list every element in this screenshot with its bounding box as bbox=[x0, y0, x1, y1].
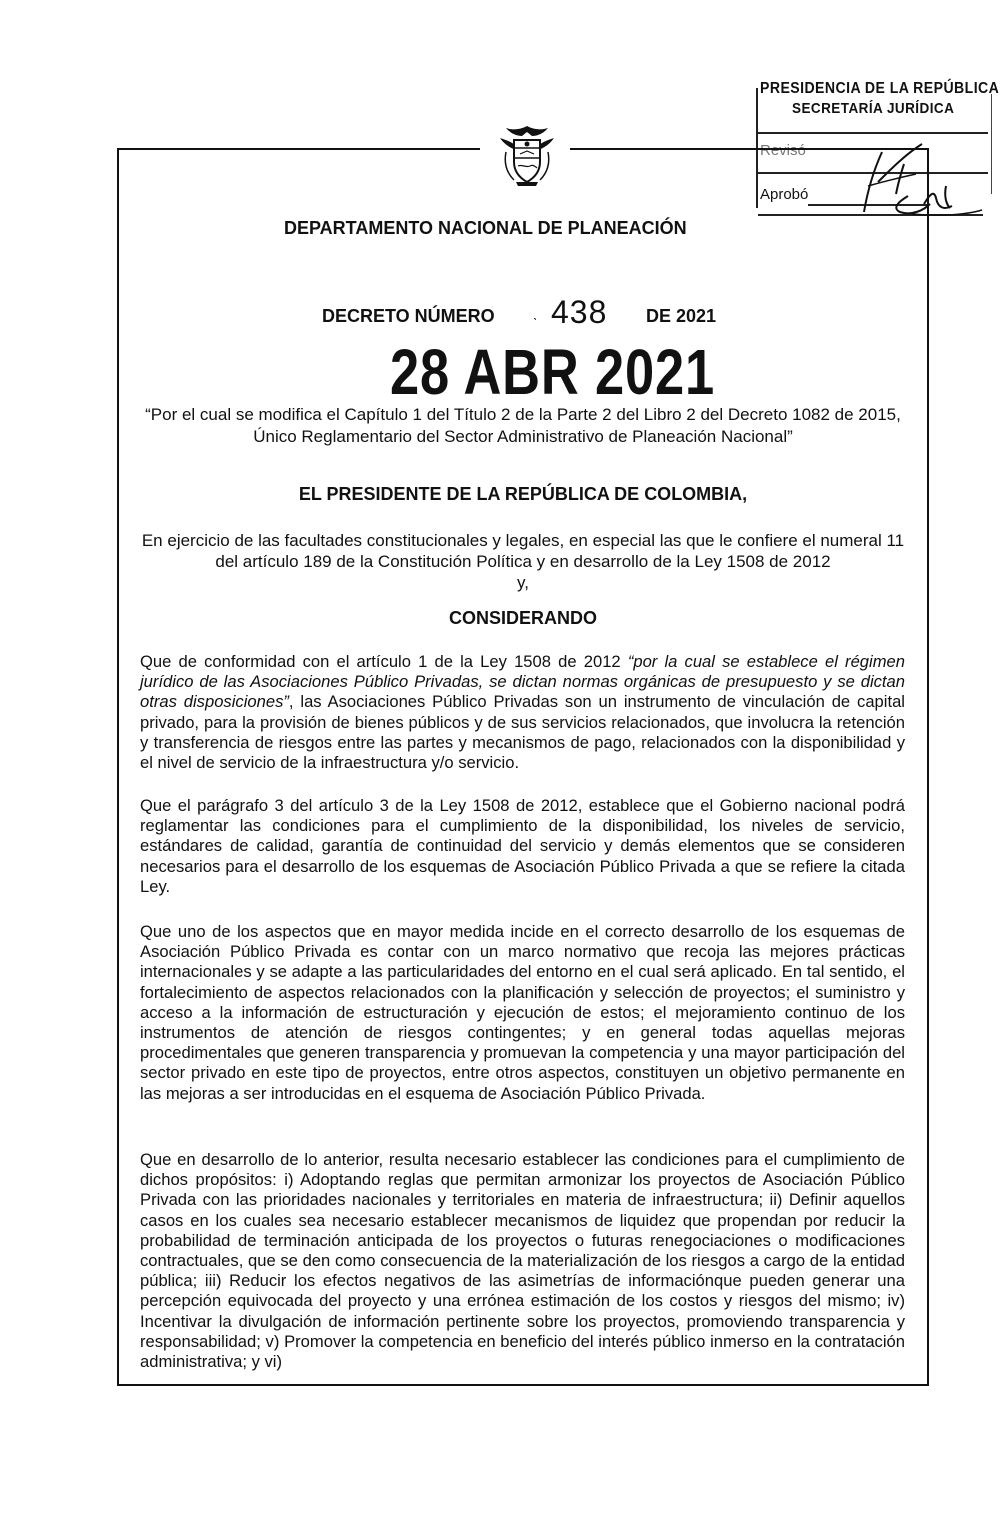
paragraph-1-tail: , las Asociaciones Público Privadas son un instrumento de vinculación de capital privado, para la provisión de bienes públicos y de sus servicios relacionados, que involucra la retención y transferencia de riesgos entre las partes y mecanismos de pago, relacionados con la disponibilidad y el nivel de servicio de la infraestructura y/o servicio. bbox=[140, 692, 905, 773]
paragraph-1-law-title: “por la cual se establece el régimen jurídico de las Asociaciones Público Privadas, se dictan normas orgánicas de presupuesto y se dictan otras disposiciones” bbox=[140, 652, 906, 712]
paragraph-4: Que en desarrollo de lo anterior, resulta necesario establecer las condiciones para el cumplimiento de dichos propósitos: i) Adoptando reglas que permitan armonizar los proyectos de Asociación Público Privada con las prioridades nacionales y territoriales en materia de infraestructura; ii) Definir aquellos casos en los cuales sea necesario establecer mecanismos de liquidez que propendan por reducir la probabilidad de terminación anticipada de los proyectos o futuras renegociaciones o modificaciones contractuales, que se den como consecuencia de la materialización de los riesgos a cargo de la entidad pública; iii) Reducir los efectos negativos de las asimetrías de informaciónque pueden generar una percepción equivocada del proyecto y una errónea estimación de los costos y riesgos del mismo; iv) Incentivar la divulgación de información pertinente sobre los proyectos, promoviendo transparencia y responsabilidad; v) Promover la competencia en beneficio del interés público inmerso en la contratación administrativa; y vi) bbox=[140, 1150, 905, 1372]
decree-tick-mark: ˎ bbox=[533, 304, 538, 320]
department-heading: DEPARTAMENTO NACIONAL DE PLANEACIÓN bbox=[284, 218, 687, 238]
faculties-text bbox=[140, 530, 906, 593]
stamp-reviso-label: Revisó bbox=[760, 142, 806, 159]
stamp-aprobo-label: Aprobó bbox=[760, 186, 809, 203]
faculties-conjunction: y, bbox=[517, 573, 529, 592]
decree-title: “Por el cual se modifica el Capítulo 1 del Título 2 de la Parte 2 del Libro 2 del Decreto 1082 de 2015, Único Reglamentario del Sector Administrativo de Planeación Nacional” bbox=[145, 405, 901, 446]
considerando-heading: CONSIDERANDO bbox=[448, 608, 597, 628]
paragraph-1-lead: Que de conformidad con el artículo 1 de la Ley 1508 de 2012 bbox=[140, 652, 628, 671]
colombia-coat-of-arms-icon bbox=[496, 124, 558, 190]
paragraph-2: Que el parágrafo 3 del artículo 3 de la Ley 1508 de 2012, establece que el Gobierno nacional podrá reglamentar las condiciones para el cumplimiento de la disponibilidad, los niveles de servicio, estándares de calidad, garantía de continuidad del servicio y demás elementos que se consideren necesarios para el desarrollo de los esquemas de Asociación Público Privada a que se refiere la citada Ley. bbox=[140, 796, 905, 896]
stamp-secretaria-text: SECRETARÍA JURÍDICA bbox=[792, 100, 955, 117]
decree-label: DECRETO NÚMERO bbox=[322, 306, 495, 326]
paragraph-1 bbox=[140, 652, 905, 773]
paragraph-3: Que uno de los aspectos que en mayor medida incide en el correcto desarrollo de los esquemas de Asociación Público Privada es contar con un marco normativo que recoja las mejores prácticas internacionales y se adapte a las particularidades del entorno en el cual será aplicado. En tal sentido, el fortalecimiento de aspectos relacionados con la planificación y selección de proyectos; el suministro y acceso a la información de estructuración y ejecución de estos; el mejoramiento continuo de los instrumentos de atención de riesgos contingentes; y en general todas aquellas mejoras procedimentales que generen transparencia y promuevan la competencia y una mayor participación del sector privado en este tipo de proyectos, entre otros aspectos, constituyen un objetivo permanente en las mejoras a ser introducidas en el esquema de Asociación Público Privada. bbox=[140, 922, 905, 1103]
decree-year: DE 2021 bbox=[646, 306, 717, 326]
decree-number: 438 bbox=[551, 294, 608, 330]
president-heading: EL PRESIDENTE DE LA REPÚBLICA DE COLOMBIA, bbox=[298, 484, 748, 504]
date-stamp: 28 ABR 2021 bbox=[390, 336, 716, 408]
faculties-body: En ejercicio de las facultades constitucionales y legales, en especial las que le confiere el numeral 11 del artículo 189 de la Constitución Política y en desarrollo de la Ley 1508 de 2012 bbox=[141, 531, 905, 571]
stamp-presidencia-text: PRESIDENCIA DE LA REPÚBLICA bbox=[760, 80, 1000, 97]
